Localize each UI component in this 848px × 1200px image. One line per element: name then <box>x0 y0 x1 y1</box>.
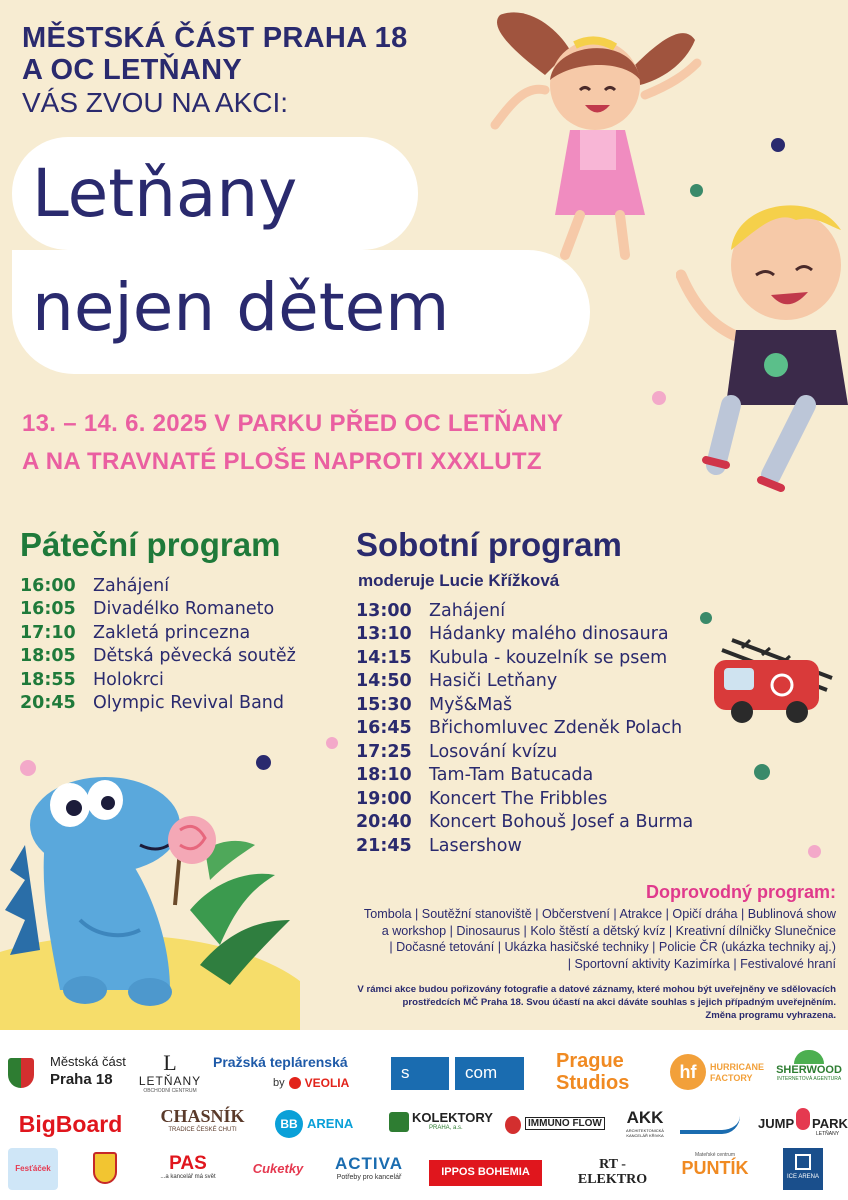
schedule-row <box>20 621 296 645</box>
schedule-activity: Holokrci <box>93 669 164 690</box>
notice-line: prostředcích MČ Praha 18. Svou účastí na akci dáváte souhlas s jejich případným uveřejněním. <box>402 997 836 1008</box>
logo-prazska-teplarenska <box>213 1054 358 1096</box>
immunoflow-icon <box>505 1116 521 1134</box>
schedule-time: 19:00 <box>356 788 412 809</box>
activa-sub: Potřeby pro kancelář <box>336 1174 402 1181</box>
schedule-row <box>356 599 693 623</box>
decor-dot <box>808 845 821 858</box>
chasnik-name: CHASNÍK <box>160 1106 245 1126</box>
schedule-time: 18:55 <box>20 669 76 690</box>
schedule-row <box>356 787 693 811</box>
logo-ippos-bohemia: IPPOS BOHEMIA <box>429 1160 542 1186</box>
logo-prague-studios <box>556 1050 652 1096</box>
notice-line: Změna programu vyhrazena. <box>705 1010 836 1021</box>
letnany-sub: OBCHODNÍ CENTRUM <box>143 1088 197 1094</box>
header-line-3: VÁS ZVOU NA AKCI: <box>22 87 289 118</box>
arena-name: ARENA <box>307 1116 354 1131</box>
logo-akk <box>620 1108 670 1140</box>
schedule-activity: Tam-Tam Batucada <box>429 765 594 786</box>
schedule-time: 16:45 <box>356 718 412 739</box>
header-line-1: MĚSTSKÁ ČÁST PRAHA 18 <box>22 22 408 54</box>
logo-hurricane-factory <box>670 1052 764 1092</box>
coat-of-arms-icon <box>8 1058 34 1088</box>
logo-chasnik <box>155 1106 250 1142</box>
schedule-time: 17:10 <box>20 622 76 643</box>
extra-line: | Sportovní aktivity Kazimírka | Festivalové hraní <box>567 956 836 971</box>
schedule-activity: Koncert Bohouš Josef a Burma <box>429 812 694 833</box>
schedule-time: 14:50 <box>356 671 412 692</box>
crest-icon <box>93 1152 117 1184</box>
schedule-activity: Zahájení <box>429 600 506 621</box>
schedule-time: 13:10 <box>356 624 412 645</box>
fire-truck-illustration <box>712 630 834 725</box>
notice-line: V rámci akce budou pořizovány fotografie a datové záznamy, které mohou být uveřejněny ve sdělovacích <box>357 984 836 995</box>
logo-kolektory <box>389 1110 493 1138</box>
logo-immunoflow <box>505 1114 607 1136</box>
schedule-activity: Hasiči Letňany <box>429 671 558 692</box>
saturday-moderator: moderuje Lucie Křížková <box>358 571 560 590</box>
schedule-activity: Břichomluvec Zdeněk Polach <box>429 718 683 739</box>
schedule-time: 16:00 <box>20 575 76 596</box>
veolia-name: VEOLIA <box>304 1076 350 1090</box>
schedule-time: 18:10 <box>356 765 412 786</box>
logo-festacek: Fesťáček <box>8 1148 58 1190</box>
schedule-row <box>356 834 693 858</box>
event-location-line: A NA TRAVNATÉ PLOŠE NAPROTI XXXLUTZ <box>22 448 542 475</box>
park-sub: LETŇANY <box>816 1131 840 1137</box>
decor-dot <box>771 138 785 152</box>
schedule-row <box>356 670 693 694</box>
decor-dot <box>754 764 770 780</box>
friday-title: Páteční program <box>20 526 281 563</box>
akk-name: AKK <box>626 1108 664 1127</box>
schedule-row <box>356 646 693 670</box>
pas-name: PAS <box>169 1153 207 1174</box>
friday-schedule <box>20 574 296 715</box>
schedule-row <box>356 717 693 741</box>
header <box>22 22 408 119</box>
photo-notice <box>316 983 836 1022</box>
kolektory-name: KOLEKTORY <box>412 1110 493 1125</box>
logo-mc-praha18 <box>8 1054 128 1094</box>
prague-studios-2: Studios <box>556 1072 630 1094</box>
schedule-activity: Hádanky malého dinosaura <box>429 624 669 645</box>
ice-arena-name: ICE ARENA <box>786 1174 819 1180</box>
saturday-schedule <box>356 599 693 858</box>
extra-program-title: Doprovodný program: <box>645 882 836 902</box>
schedule-time: 21:45 <box>356 835 412 856</box>
veolia-icon <box>289 1077 301 1089</box>
schedule-activity: Koncert The Fribbles <box>429 788 608 809</box>
extra-program-list <box>296 906 836 972</box>
logo-bb-arena <box>275 1108 365 1140</box>
schedule-activity: Zahájení <box>93 575 170 596</box>
hurricane-1: HURRICANE <box>710 1062 764 1072</box>
schedule-row <box>356 764 693 788</box>
logo-activa <box>330 1154 408 1188</box>
kolektory-icon <box>389 1112 409 1132</box>
logo-letnany <box>135 1052 205 1100</box>
schedule-activity: Kubula - kouzelník se psem <box>429 647 668 668</box>
teplarenska-name: Pražská teplárenská <box>213 1054 348 1070</box>
jump-name: JUMP <box>758 1116 795 1131</box>
schedule-time: 14:15 <box>356 647 412 668</box>
saturday-title: Sobotní program <box>356 526 622 563</box>
event-date-line: 13. – 14. 6. 2025 V PARKU PŘED OC LETŇANY <box>22 410 564 437</box>
schedule-row <box>20 668 296 692</box>
prague-studios-1: Prague <box>556 1050 624 1072</box>
letnany-name: LETŇANY <box>138 1074 202 1088</box>
schedule-row <box>20 598 296 622</box>
schedule-row <box>20 645 296 669</box>
logo-jump-park <box>758 1106 848 1142</box>
scom-com: com <box>465 1063 498 1082</box>
schedule-time: 15:30 <box>356 694 412 715</box>
logo-cuketky: Cuketky <box>252 1161 304 1177</box>
bb-mark: BB <box>275 1110 303 1138</box>
extra-line: a workshop | Dinosaurus | Kolo štěstí a dětský kvíz | Kreativní dílničky Slunečnice <box>381 923 836 938</box>
schedule-time: 18:05 <box>20 646 76 667</box>
jump-figure-icon <box>796 1108 810 1130</box>
scom-s: s <box>401 1063 410 1082</box>
logo-rt-elektro: RT - ELEKTRO <box>577 1157 648 1187</box>
schedule-time: 20:45 <box>20 693 76 714</box>
dinosaur-illustration <box>0 760 300 1030</box>
schedule-time: 20:40 <box>356 812 412 833</box>
schedule-time: 17:25 <box>356 741 412 762</box>
mc-line-1: Městská část <box>50 1054 126 1069</box>
letnany-mark-icon: L <box>163 1050 177 1075</box>
schedule-row <box>356 623 693 647</box>
extra-line: Tombola | Soutěžní stanoviště | Občerstvení | Atrakce | Opičí dráha | Bublinová show <box>363 907 836 921</box>
akk-sub: ARCHITEKTONICKÁ KANCELÁŘ KŘIVKA <box>626 1128 664 1138</box>
hf-mark: hf <box>670 1054 706 1090</box>
schedule-row <box>356 811 693 835</box>
schedule-activity: Olympic Revival Band <box>93 693 284 714</box>
sherwood-sub: INTERNETOVÁ AGENTURA <box>776 1076 842 1082</box>
sponsor-logos <box>0 1030 848 1200</box>
hurricane-2: FACTORY <box>710 1073 753 1083</box>
title-line-2: nejen dětem <box>12 250 590 374</box>
activa-name: ACTIVA <box>334 1154 403 1173</box>
schedule-row <box>356 740 693 764</box>
immunoflow-name: IMMUNO FLOW <box>525 1117 605 1130</box>
schedule-activity: Divadélko Romaneto <box>93 599 275 620</box>
schedule-activity: Zakletá princezna <box>93 622 251 643</box>
schedule-activity: Losování kvízu <box>429 741 558 762</box>
schedule-activity: Dětská pěvecká soutěž <box>93 646 296 667</box>
girl-illustration <box>485 5 705 270</box>
chasnik-sub: TRADICE ČESKÉ CHUTI <box>168 1127 237 1133</box>
puntik-name: PUNTÍK <box>681 1158 749 1178</box>
decor-dot <box>326 737 338 749</box>
schedule-activity: Myš&Maš <box>429 694 513 715</box>
schedule-activity: Lasershow <box>429 835 522 856</box>
logo-bigboard: BigBoard <box>18 1110 123 1137</box>
kolektory-sub: PRAHA, a.s. <box>429 1125 463 1131</box>
header-line-2: A OC LETŇANY <box>22 54 243 86</box>
park-name: PARK <box>812 1116 848 1131</box>
schedule-row <box>20 692 296 716</box>
mc-line-2: Praha 18 <box>50 1071 113 1088</box>
logo-puntik <box>675 1152 755 1188</box>
boy-illustration <box>676 190 848 505</box>
logo-scom <box>391 1057 524 1090</box>
event-info <box>22 405 563 481</box>
puntik-top: Mateřské centrum <box>694 1152 735 1158</box>
extra-line: | Dočasné tetování | Ukázka hasičské techniky | Policie ČR (ukázka techniky aj.) <box>389 940 836 954</box>
pas-sub: ...a kancelář má svět <box>160 1174 216 1180</box>
schedule-row <box>20 574 296 598</box>
sherwood-icon <box>794 1050 824 1064</box>
teplarenska-by: by <box>273 1077 285 1089</box>
title-line-1: Letňany <box>12 137 418 250</box>
scom-divider <box>449 1057 455 1090</box>
schedule-time: 13:00 <box>356 600 412 621</box>
schedule-time: 16:05 <box>20 599 76 620</box>
logo-pas <box>152 1154 224 1188</box>
logo-ice-arena <box>783 1148 823 1190</box>
decor-dot <box>700 612 712 624</box>
schedule-row <box>356 693 693 717</box>
logo-sherwood <box>774 1050 844 1096</box>
sherwood-name: SHERWOOD <box>776 1064 842 1076</box>
decor-dot <box>652 391 666 405</box>
logo-swoosh-icon <box>680 1116 740 1134</box>
ice-arena-icon <box>795 1154 811 1170</box>
